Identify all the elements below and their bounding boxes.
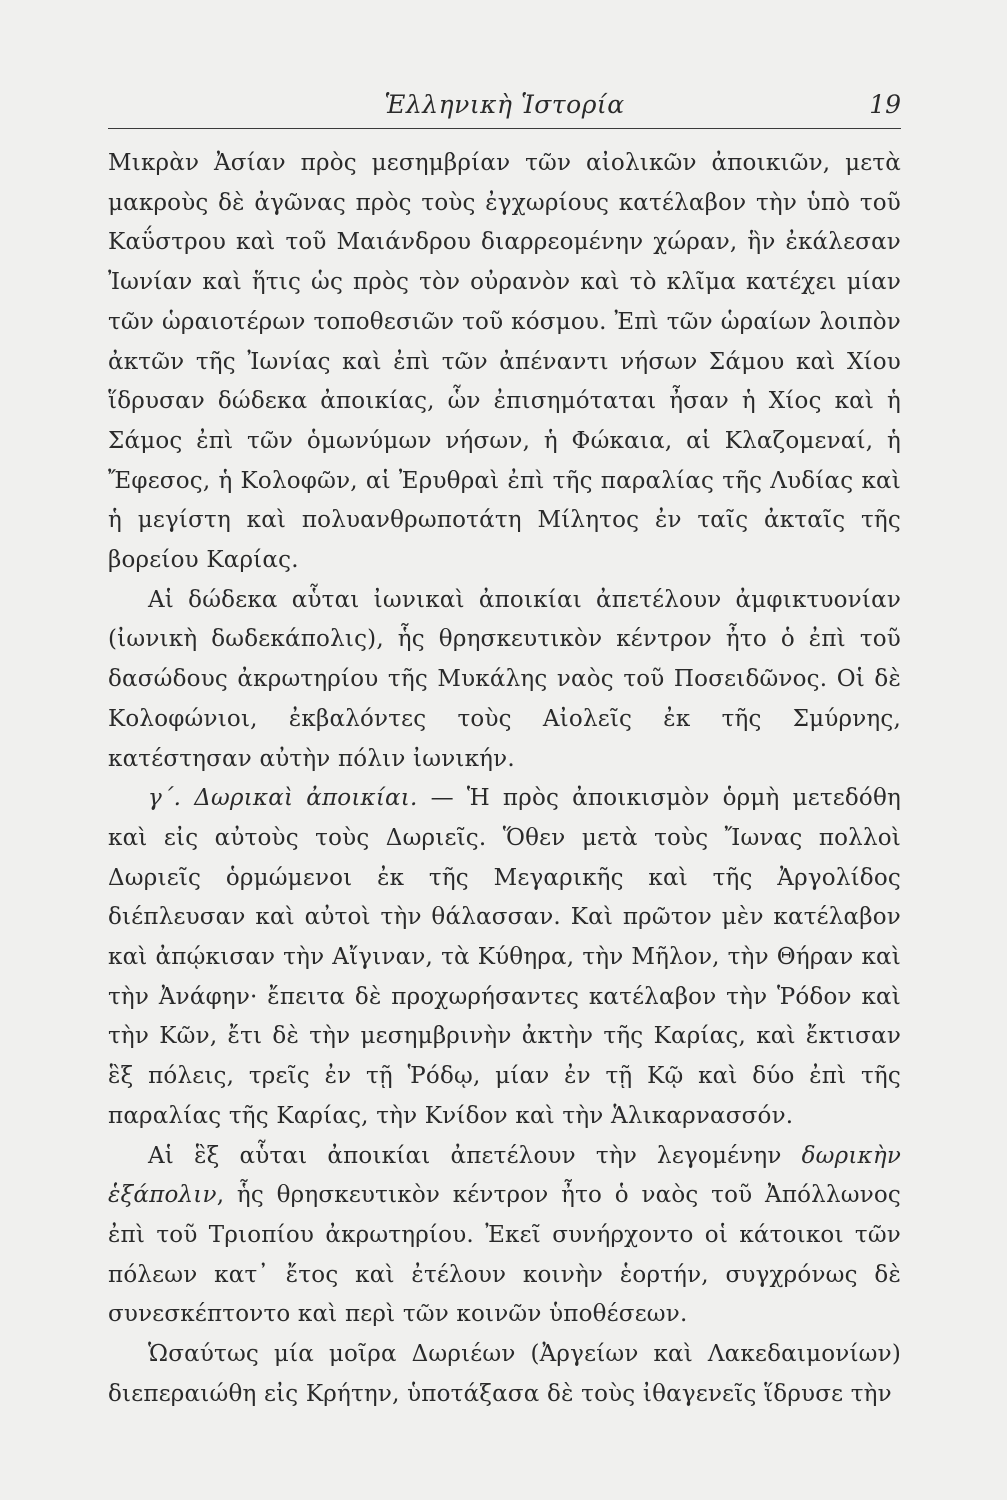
paragraph <box>108 779 901 1136</box>
paragraph: Ὡσαύτως μία μοῖρα Δωριέων (Ἀργείων καὶ Λακεδαιμονίων) διεπεραιώθη εἰς Κρήτην, ὑποτάξασα δὲ τοὺς ἰθαγενεῖς ἵδρυσε τὴν <box>108 1341 901 1407</box>
paragraph-text: — Ἡ πρὸς ἀποικισμὸν ὁρμὴ μετεδόθη καὶ εἰς αὐτοὺς τοὺς Δωριεῖς. Ὅθεν μετὰ τοὺς Ἴωνας πολλοὶ Δωριεῖς ὁρμώμενοι ἐκ τῆς Μεγαρικῆς καὶ τῆς Ἀργολίδος διέπλευσαν καὶ αὐτοὶ τὴν θάλασσαν. Καὶ πρῶτον μὲν κατέλαβον καὶ ἀπῴκισαν τὴν Αἴγιναν, τὰ Κύθηρα, τὴν Μῆλον, τὴν Θήραν καὶ τὴν Ἀνάφην· ἔπειτα δὲ προχωρήσαντες κατέλαβον τὴν Ῥόδον καὶ τὴν Κῶν, ἔτι δὲ τὴν μεσημβρινὴν ἀκτὴν τῆς Καρίας, καὶ ἔκτισαν ἓξ πόλεις, τρεῖς ἐν τῇ Ῥόδῳ, μίαν ἐν τῇ Κῷ καὶ δύο ἐπὶ τῆς παραλίας τῆς Καρίας, τὴν Κνίδον καὶ τὴν Ἁλικαρνασσόν. <box>108 785 901 1129</box>
paragraph <box>108 1137 901 1336</box>
section-label: γ΄. Δωρικαὶ ἀποικίαι. <box>148 785 418 812</box>
body-text <box>108 144 901 1415</box>
paragraph-text: , ἧς θρησκευτικὸν κέντρον ἦτο ὁ ναὸς τοῦ Ἀπόλλωνος ἐπὶ τοῦ Τριοπίου ἀκρωτηρίου. Ἐκεῖ συνήρχοντο οἱ κάτοικοι τῶν πόλεων κατ᾽ ἔτος καὶ ἐτέλουν κοινὴν ἑορτήν, συγχρόνως δὲ συνεσκέπτοντο καὶ περὶ τῶν κοινῶν ὑποθέσεων. <box>108 1182 901 1328</box>
paragraph: Μικρὰν Ἀσίαν πρὸς μεσημβρίαν τῶν αἰολικῶν ἀποικιῶν, μετὰ μακροὺς δὲ ἀγῶνας πρὸς τοὺς ἐγχωρίους κατέλαβον τὴν ὑπὸ τοῦ Καΰστρου καὶ τοῦ Μαιάνδρου διαρρεομένην χώραν, ἣν ἐκάλεσαν Ἰωνίαν καὶ ἥτις ὡς πρὸς τὸν οὐρανὸν καὶ τὸ κλῖμα κατέχει μίαν τῶν ὡραιοτέρων τοποθεσιῶν τοῦ κόσμου. Ἐπὶ τῶν ὡραίων λοιπὸν ἀκτῶν τῆς Ἰωνίας καὶ ἐπὶ τῶν ἀπέναντι νήσων Σάμου καὶ Χίου ἵδρυσαν δώδεκα ἀποικίας, ὧν ἐπισημόταται ἦσαν ἡ Χίος καὶ ἡ Σάμος ἐπὶ τῶν ὁμωνύμων νήσων, ἡ Φώκαια, αἱ Κλαζομεναί, ἡ Ἔφεσος, ἡ Κολοφῶν, αἱ Ἐρυθραὶ ἐπὶ τῆς παραλίας τῆς Λυδίας καὶ ἡ μεγίστη καὶ πολυανθρωποτάτη Μίλητος ἐν ταῖς ἀκταῖς τῆς βορείου Καρίας. <box>108 150 901 574</box>
page-number: 19 <box>869 90 901 119</box>
paragraph: Αἱ δώδεκα αὗται ἰωνικαὶ ἀποικίαι ἀπετέλουν ἀμφικτυονίαν (ἰωνικὴ δωδεκάπολις), ἧς θρησκευτικὸν κέντρον ἦτο ὁ ἐπὶ τοῦ δασώδους ἀκρωτηρίου τῆς Μυκάλης ναὸς τοῦ Ποσειδῶνος. Οἱ δὲ Κολοφώνιοι, ἐκβαλόντες τοὺς Αἰολεῖς ἐκ τῆς Σμύρνης, κατέστησαν αὐτὴν πόλιν ἰωνικήν. <box>108 586 901 772</box>
page-header <box>108 84 901 129</box>
paragraph-text: Αἱ ἓξ αὗται ἀποικίαι ἀπετέλουν τὴν λεγομένην <box>148 1142 802 1169</box>
italic-term: δωρικὴν ἑξάπολιν <box>108 1142 901 1209</box>
running-title: Ἑλληνικὴ Ἱστορία <box>384 90 625 119</box>
